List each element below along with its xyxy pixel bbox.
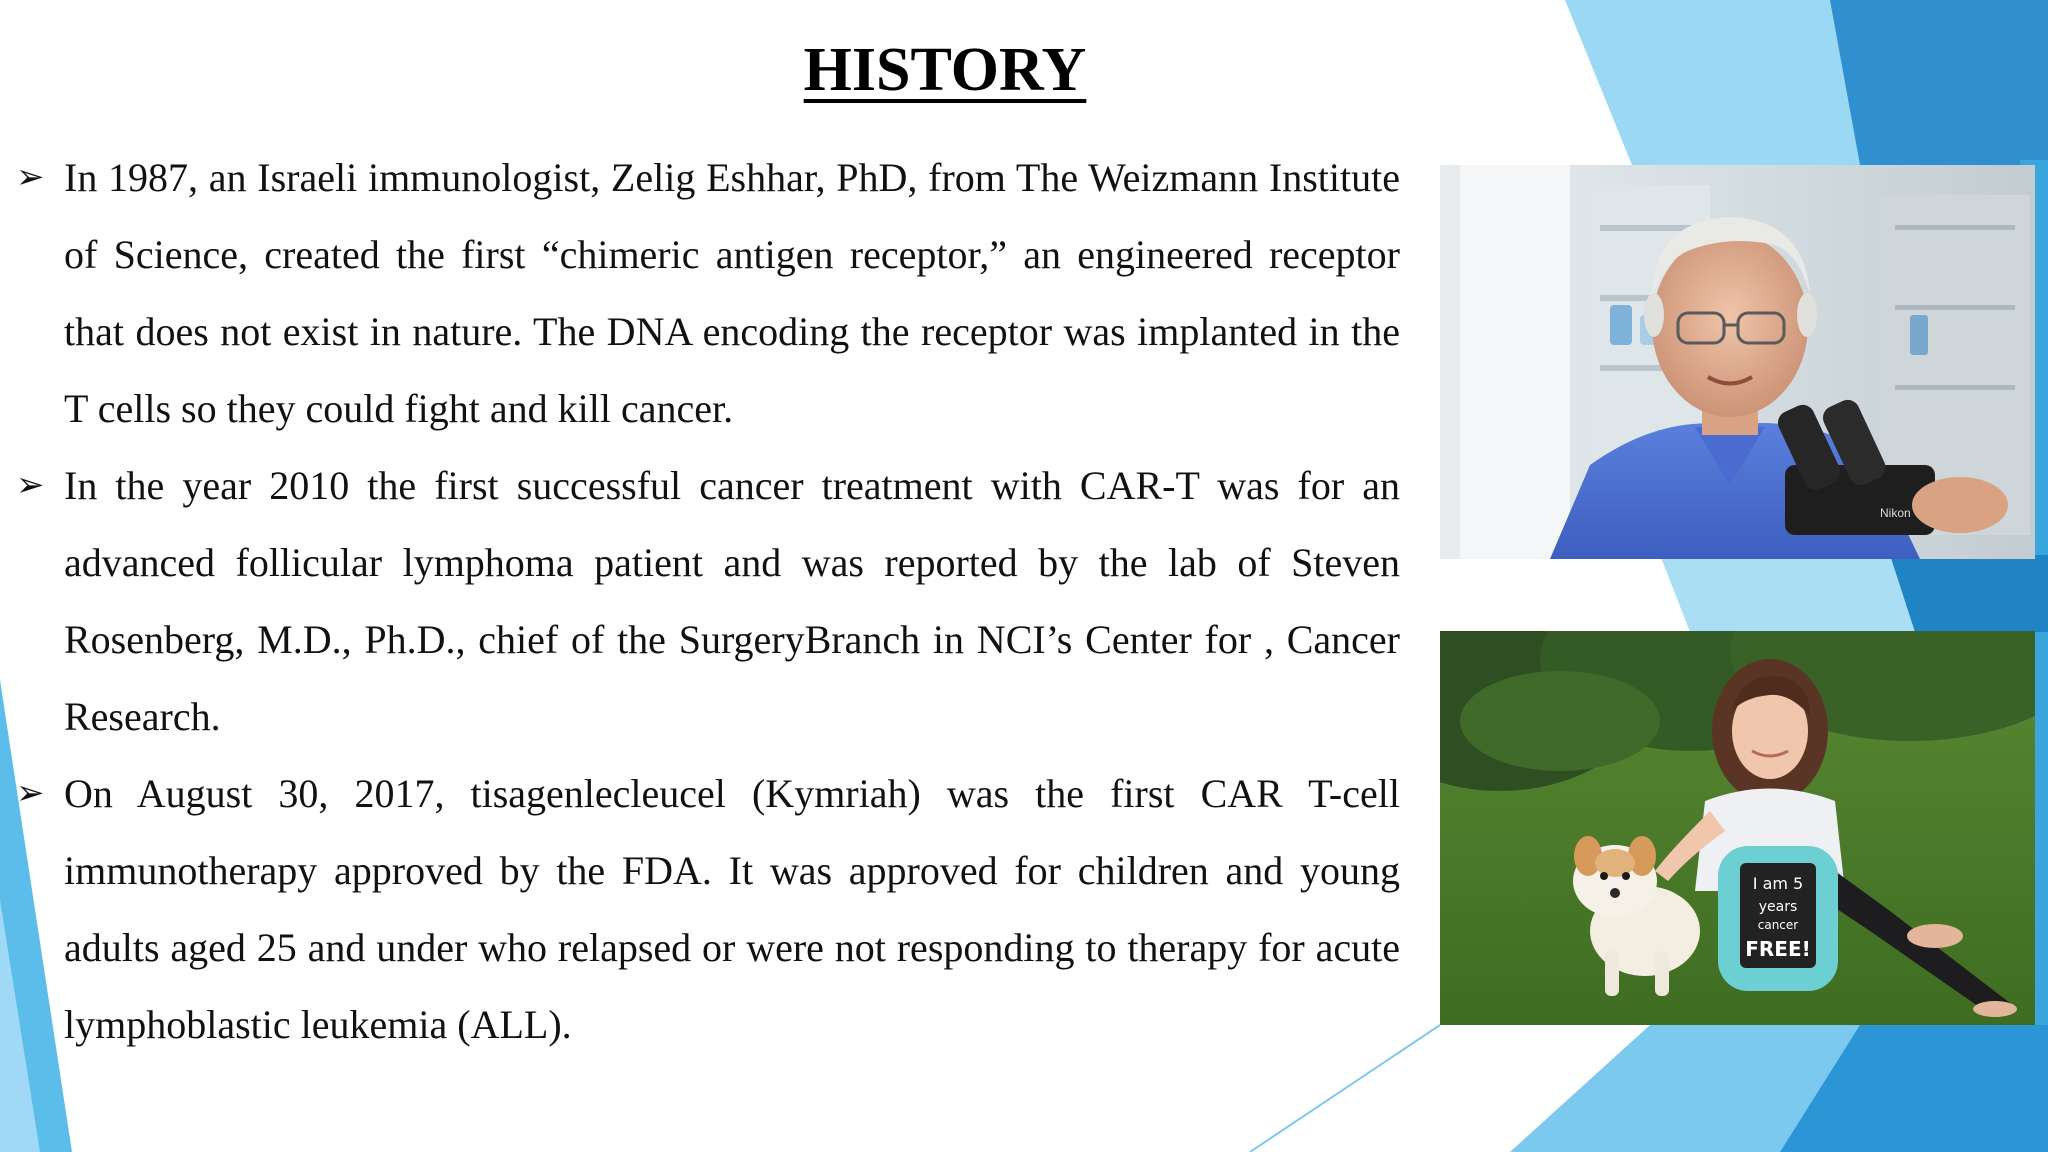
- slide-title: HISTORY: [803, 36, 1087, 104]
- bullet-item: [0, 139, 1400, 447]
- bullet-list: [0, 139, 1400, 1063]
- bullet-item: [0, 755, 1400, 1063]
- sign-text-line-3: cancer: [1757, 918, 1799, 932]
- bullet-text: On August 30, 2017, tisagenlecleucel (Kymriah) was the first CAR T-cell immunotherapy approved by the FDA. It was approved for children and young adults aged 25 and under who relapsed or were not responding to therapy for acute lymphoblastic leukemia (ALL).: [64, 771, 1400, 1047]
- sign-text-line-2: years: [1758, 899, 1798, 915]
- bullet-text: In 1987, an Israeli immunologist, Zelig Eshhar, PhD, from The Weizmann Institute of Science, created the first “chimeric antigen receptor,” an engineered receptor that does not exist in nature. The DNA encoding the receptor was implanted in the T cells so they could fight and kill cancer.: [64, 155, 1400, 431]
- sign-text-line-4: FREE!: [1745, 937, 1811, 961]
- child-photo: [1440, 631, 2035, 1025]
- arrow-bullet-icon: ➢: [16, 467, 45, 504]
- bullet-item: [0, 447, 1400, 755]
- arrow-bullet-icon: ➢: [16, 159, 45, 196]
- deco-triangle-top-right-dark: [1830, 0, 2048, 165]
- arrow-bullet-icon: ➢: [16, 775, 45, 812]
- scientist-photo: [1440, 165, 2035, 559]
- microscope-brand-label: Nikon: [1880, 506, 1911, 520]
- sign-text-line-1: I am 5: [1752, 874, 1804, 893]
- deco-triangle-mid-right-dark: [1890, 555, 2048, 632]
- bullet-text: In the year 2010 the first successful cancer treatment with CAR-T was for an advanced follicular lymphoma patient and was reported by the lab of Steven Rosenberg, M.D., Ph.D., chief of the SurgeryBranch in NCI’s Center for , Cancer Research.: [64, 463, 1400, 739]
